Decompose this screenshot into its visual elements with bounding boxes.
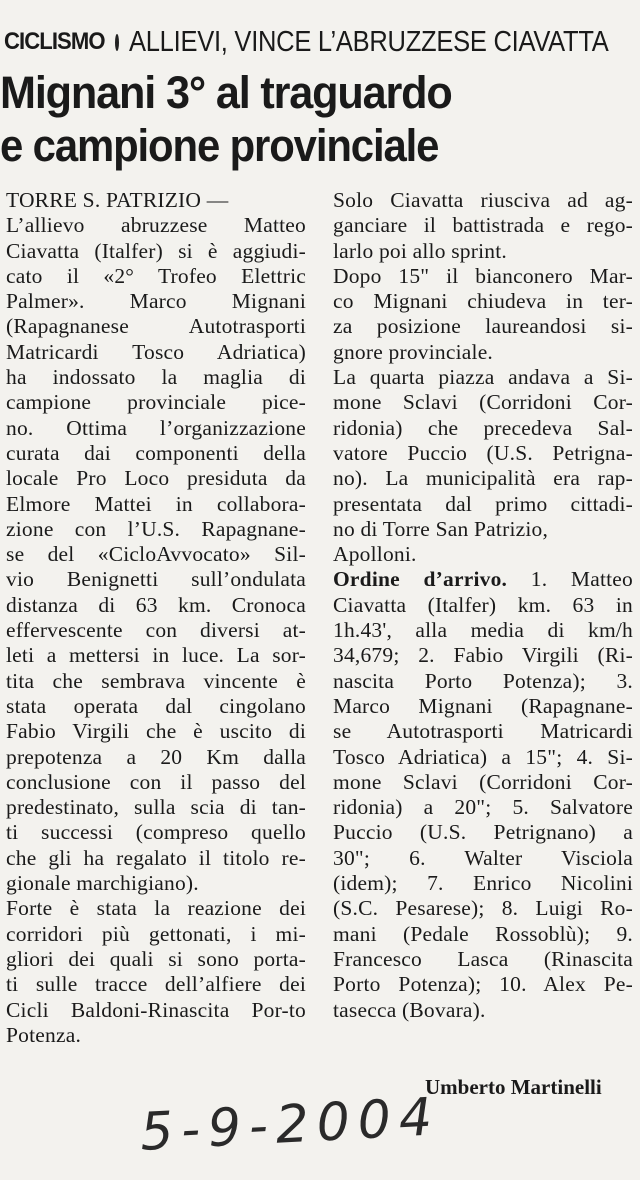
text-line: Potenza. [6, 1022, 82, 1047]
text-line: effervescente con diversi at- [6, 618, 306, 643]
article-column-left [6, 188, 306, 1048]
text-line: Ciavatta (Italfer) si è aggiudi- [6, 238, 306, 263]
results-heading: Ordine d’arrivo. [333, 567, 531, 592]
text-line: Porto Potenza); 10. Alex Pe- [333, 972, 633, 997]
text-line: 1h.43', alla media di km/h [333, 618, 633, 643]
text-line: corridori più gettonati, i mi- [6, 921, 306, 946]
text-line: Fabio Virgili che è uscito di [6, 719, 306, 744]
text-line: zione con l’U.S. Rapagnane- [6, 516, 306, 541]
text-line: tita che sembrava vincente è [6, 668, 306, 693]
text-line: conclusione con il passo del [6, 769, 306, 794]
text-line: gliori dei quali si sono porta- [6, 946, 306, 971]
text-line: se del «CicloAvvocato» Sil- [6, 542, 306, 567]
text-line: tasecca (Bovara). [333, 997, 486, 1022]
bullet-icon [115, 34, 119, 51]
text-line: mani (Pedale Rossoblù); 9. [333, 921, 633, 946]
text-line: gionale marchigiano). [6, 871, 199, 896]
text-line: predestinato, sulla scia di tan- [6, 795, 306, 820]
text-line: La quarta piazza andava a Si- [333, 365, 633, 390]
text-line: prepotenza a 20 Km dalla [6, 744, 306, 769]
text-line: stata operata dal cingolano [6, 693, 306, 718]
text-line: (idem); 7. Enrico Nicolini [333, 871, 633, 896]
text-line: Cicli Baldoni-Rinascita Por-to [6, 997, 306, 1022]
text-line: TORRE S. PATRIZIO — [6, 188, 229, 212]
text-line: distanza di 63 km. Cronoca [6, 592, 306, 617]
text-line: Ordine d’arrivo. 1. Matteo [333, 567, 633, 592]
kicker-bar [4, 20, 636, 64]
text-line: campione provinciale pice- [6, 390, 306, 415]
text-line: 30"; 6. Walter Visciola [333, 845, 633, 870]
text-line: Tosco Adriatica) a 15"; 4. Si- [333, 744, 633, 769]
text-line: se Autotrasporti Matricardi [333, 719, 633, 744]
text-line: mone Sclavi (Corridoni Cor- [333, 390, 633, 415]
text-line: no. Ottima l’organizzazione [6, 415, 306, 440]
text-line: co Mignani chiudeva in ter- [333, 289, 633, 314]
byline: Umberto Martinelli [425, 1075, 602, 1099]
text-line: Solo Ciavatta riusciva ad ag- [333, 188, 633, 212]
text-line: ha indossato la maglia di [6, 365, 306, 390]
text-line: Dopo 15" il bianconero Mar- [333, 263, 633, 288]
text-line: no di Torre San Patrizio, [333, 516, 549, 541]
text-line: Matricardi Tosco Adriatica) [6, 339, 306, 364]
text-line: larlo poi allo sprint. [333, 238, 507, 263]
text-line: leti a mettersi in luce. La sor- [6, 643, 306, 668]
section-label: CICLISMO [4, 28, 105, 55]
headline-line-1: Mignani 3° al traguardo [0, 67, 452, 118]
text-line: Marco Mignani (Rapagnane- [333, 693, 633, 718]
text-line: Palmer». Marco Mignani [6, 289, 306, 314]
text-line: Elmore Mattei in collabora- [6, 491, 306, 516]
text-line: locale Pro Loco presiduta da [6, 466, 306, 491]
handwritten-date: 5-9-2004 [138, 1087, 442, 1163]
text-line: Ciavatta (Italfer) km. 63 in [333, 592, 633, 617]
text-line: ganciare il battistrada e rego- [333, 213, 633, 238]
article-column-right [333, 188, 633, 1023]
text-line: che gli ha regalato il titolo re- [6, 845, 306, 870]
text-line: Puccio (U.S. Petrignano) a [333, 820, 633, 845]
text-line: mone Sclavi (Corridoni Cor- [333, 769, 633, 794]
text-line: no). La municipalità era rap- [333, 466, 633, 491]
headline [0, 66, 640, 172]
text-line: ridonia) che precedeva Sal- [333, 415, 633, 440]
text-line: vatore Puccio (U.S. Petrigna- [333, 440, 633, 465]
text-line: ti successi (compreso quello [6, 820, 306, 845]
text-line: cato il «2° Trofeo Elettric [6, 263, 306, 288]
text-line: (S.C. Pesarese); 8. Luigi Ro- [333, 896, 633, 921]
text-line: Apolloni. [333, 542, 417, 567]
text-line: (Rapagnanese Autotrasporti [6, 314, 306, 339]
text-line: 34,679; 2. Fabio Virgili (Ri- [333, 643, 633, 668]
text-line: ti sulle tracce dell’alfiere dei [6, 972, 306, 997]
text-line: curata dai componenti della [6, 440, 306, 465]
text-line: L’allievo abruzzese Matteo [6, 213, 306, 238]
text-line: nascita Porto Potenza); 3. [333, 668, 633, 693]
text-line: presentata dal primo cittadi- [333, 491, 633, 516]
text-line: vio Benignetti sull’ondulata [6, 567, 306, 592]
text-line: za posizione laureandosi si- [333, 314, 633, 339]
text-line: ridonia) a 20"; 5. Salvatore [333, 795, 633, 820]
text-line: Forte è stata la reazione dei [6, 896, 306, 921]
text-line: gnore provinciale. [333, 339, 494, 364]
kicker-text: ALLIEVI, VINCE L’ABRUZZESE CIAVATTA [129, 25, 609, 58]
text-line: Francesco Lasca (Rinascita [333, 946, 633, 971]
headline-line-2: e campione provinciale [0, 120, 439, 171]
